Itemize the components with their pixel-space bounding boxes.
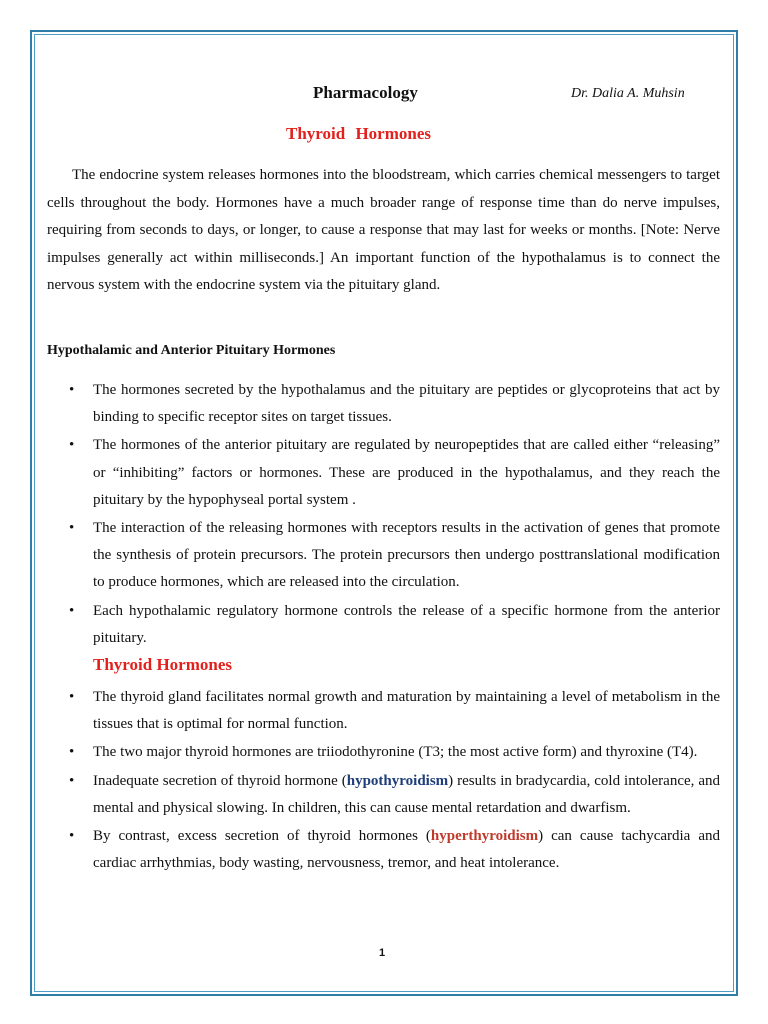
header-title: Pharmacology <box>313 83 418 102</box>
text-span: By contrast, excess secretion of thyroid hormones ( <box>93 828 431 845</box>
list-item <box>93 823 720 877</box>
list-item: • Each hypothalamic regulatory hormone controls the release of a specific hormone from the anterior pituitary. <box>93 598 720 652</box>
list-item: • The hormones secreted by the hypothalamus and the pituitary are peptides or glycoproteins that act by binding to specific receptor sites on target tissues. <box>93 377 720 431</box>
bullet-list-thyroid <box>0 684 768 877</box>
section-heading-thyroid: Thyroid Hormones <box>93 655 233 674</box>
hyperthyroidism-term: hyperthyroidism <box>430 828 539 845</box>
list-item <box>93 768 720 822</box>
text-span: ) results in bradycardia, cold intolerance, and mental and physical slowing. In children, this can cause mental retardation and dwarfism. <box>93 772 720 816</box>
text-span: ) can cause tachycardia and cardiac arrhythmias, body wasting, nervousness, tremor, and heat intolerance. <box>93 828 720 872</box>
list-item: • The hormones of the anterior pituitary are regulated by neuropeptides that are called either “releasing” or “inhibiting” factors or hormones. These are produced in the hypothalamus, and they reach the pituitary by the hypophyseal portal system . <box>93 432 720 514</box>
header-author: Dr. Dalia A. Muhsin <box>571 86 685 101</box>
document-title: Thyroid Hormones <box>286 124 432 143</box>
list-item: • The interaction of the releasing hormones with receptors results in the activation of genes that promote the synthesis of protein precursors. The protein precursors then undergo posttranslational modification to produce hormones, which are released into the circulation. <box>93 515 720 597</box>
list-item: • The thyroid gland facilitates normal growth and maturation by maintaining a level of metabolism in the tissues that is optimal for normal function. <box>93 684 720 738</box>
intro-paragraph: The endocrine system releases hormones into the bloodstream, which carries chemical messengers to target cells throughout the body. Hormones have a much broader range of response time than do nerve impulses, requiring from seconds to days, or longer, to cause a response that may last for weeks or months. [Note: Nerve impulses generally act within milliseconds.] An important function of the hypothalamus is to connect the nervous system with the endocrine system via the pituitary gland. <box>47 167 720 293</box>
text-span: Inadequate secretion of thyroid hormone ( <box>93 772 347 789</box>
list-item: • The two major thyroid hormones are triiodothyronine (T3; the most active form) and thyroxine (T4). <box>93 739 720 766</box>
section-heading-hypothalamic: Hypothalamic and Anterior Pituitary Hormones <box>47 343 336 358</box>
hypothyroidism-term: hypothyroidism <box>346 772 449 789</box>
bullet-list-hypothalamic <box>0 377 768 652</box>
page-number: 1 <box>379 947 386 959</box>
